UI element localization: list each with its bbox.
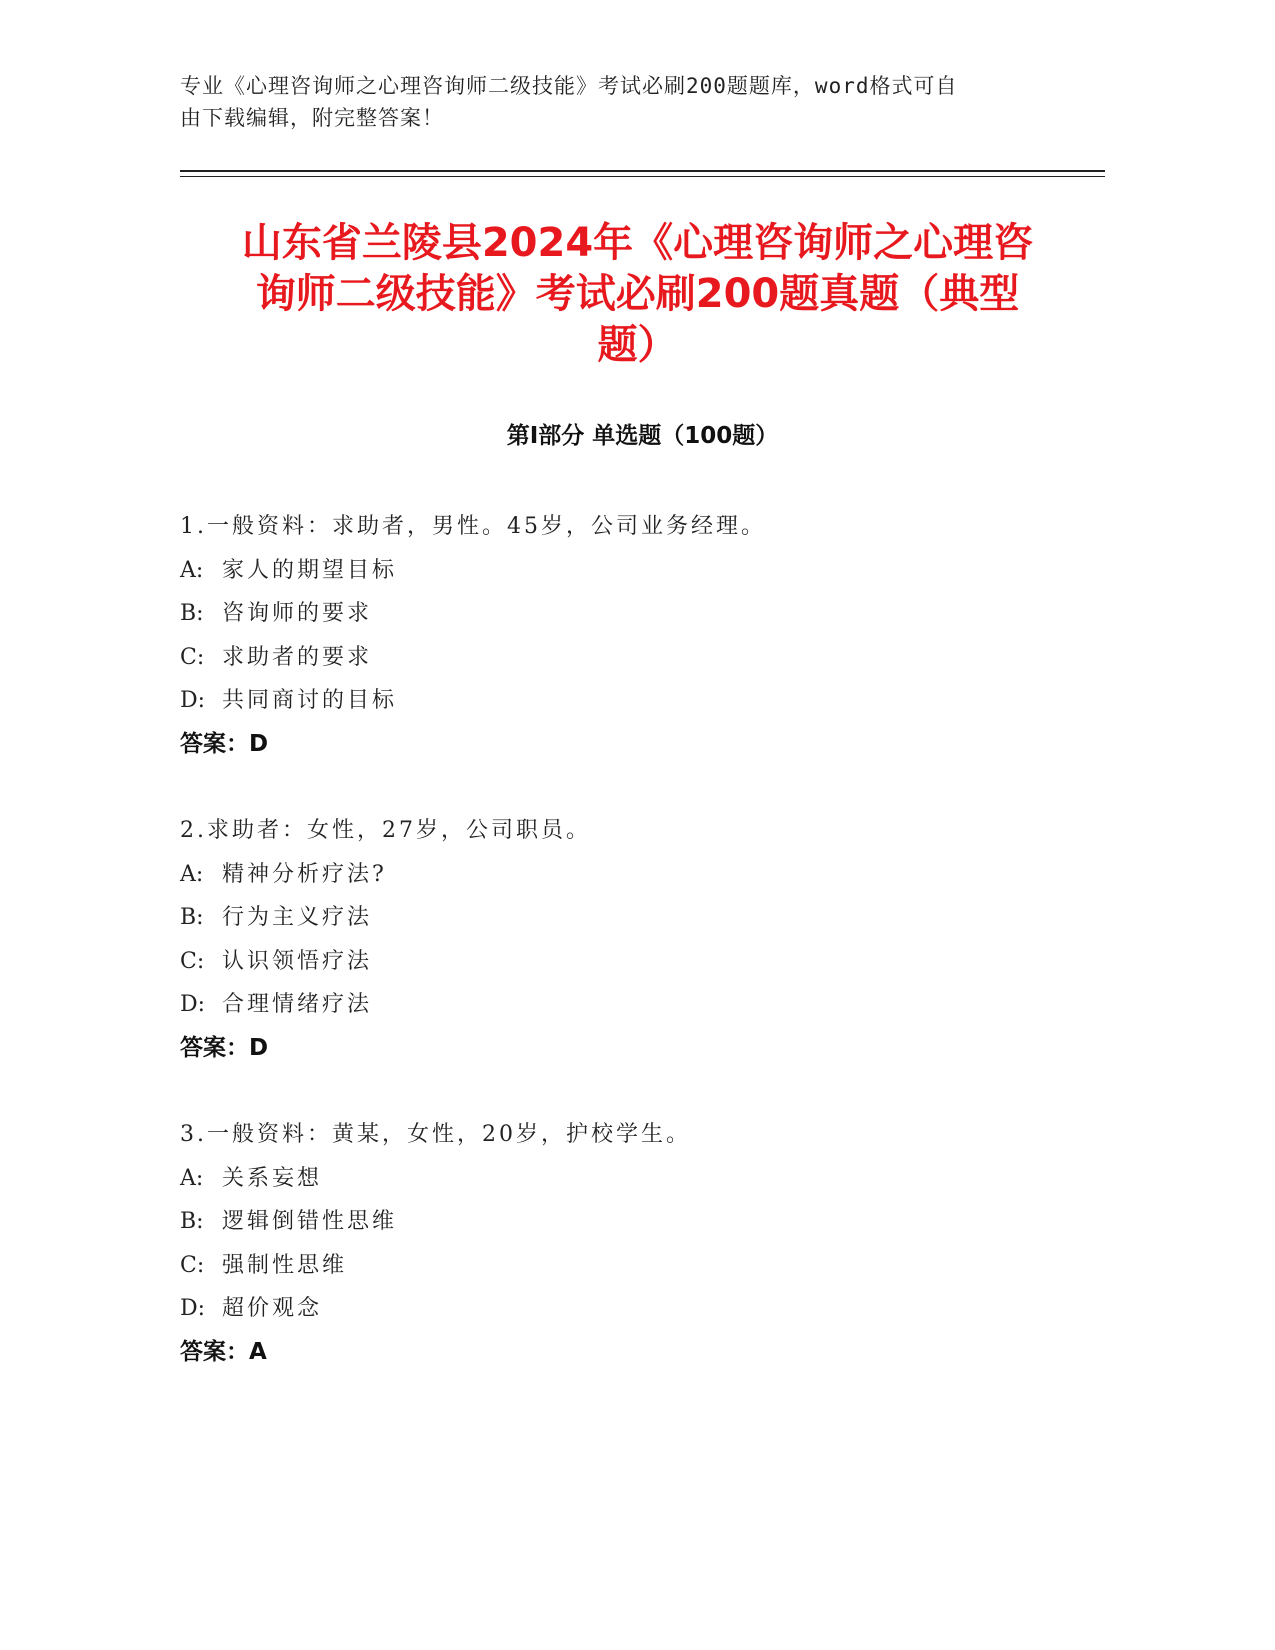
option-b [180, 896, 1105, 940]
option-letter: D: [180, 688, 206, 713]
option-a [180, 1157, 1105, 1201]
option-letter: B: [180, 601, 204, 626]
option-letter: C: [180, 644, 205, 670]
option-text: 关系妄想 [222, 1165, 323, 1191]
option-d [180, 983, 1105, 1027]
option-d [180, 679, 1105, 723]
question-stem: 3.一般资料：黄某，女性，20岁，护校学生。 [180, 1122, 691, 1147]
option-text: 行为主义疗法 [222, 905, 373, 930]
document-title-line-1: 山东省兰陵县2024年《心理咨询师之心理咨 [241, 220, 1034, 266]
option-a [180, 853, 1105, 897]
option-text: 超价观念 [222, 1296, 323, 1321]
option-text: 家人的期望目标 [222, 557, 398, 583]
option-b [180, 592, 1105, 636]
option-text: 共同商讨的目标 [222, 688, 398, 713]
option-letter: A: [180, 1165, 204, 1191]
option-letter: D: [180, 992, 206, 1017]
option-c [180, 636, 1105, 680]
header-note [180, 70, 1060, 134]
option-text: 认识领悟疗法 [222, 948, 373, 974]
option-text: 逻辑倒错性思维 [222, 1209, 398, 1234]
option-b [180, 1200, 1105, 1244]
option-text: 强制性思维 [222, 1252, 348, 1278]
answer-line: 答案：D [180, 730, 269, 757]
option-d [180, 1287, 1105, 1331]
option-letter: C: [180, 1252, 205, 1278]
option-letter: A: [180, 557, 204, 583]
option-a [180, 549, 1105, 593]
answer-line: 答案：D [180, 1034, 269, 1061]
option-letter: B: [180, 1209, 204, 1234]
option-letter: A: [180, 861, 204, 887]
document-title-line-3: 题） [597, 322, 678, 368]
option-c [180, 940, 1105, 984]
option-text: 求助者的要求 [222, 644, 373, 670]
document-title [160, 218, 1115, 371]
answer-line: 答案：A [180, 1338, 267, 1365]
header-note-line-1: 专业《心理咨询师之心理咨询师二级技能》考试必刷200题题库，word格式可自 [180, 74, 958, 98]
option-text: 合理情绪疗法 [222, 992, 373, 1017]
header-divider-thick [180, 170, 1105, 172]
option-text: 咨询师的要求 [222, 601, 373, 626]
question-item [180, 1113, 1105, 1374]
question-list [180, 505, 1105, 1417]
question-item [180, 505, 1105, 766]
question-stem: 2.求助者：女性，27岁，公司职员。 [180, 818, 591, 843]
option-letter: D: [180, 1296, 206, 1321]
header-note-line-2: 由下载编辑，附完整答案！ [180, 106, 444, 130]
option-letter: C: [180, 948, 205, 974]
question-item [180, 809, 1105, 1070]
question-stem: 1.一般资料：求助者，男性。45岁，公司业务经理。 [180, 514, 766, 539]
document-title-line-2: 询师二级技能》考试必刷200题真题（典型 [255, 271, 1020, 317]
option-text: 精神分析疗法? [222, 861, 387, 887]
section-title: 第Ⅰ部分 单选题（100题） [506, 423, 779, 449]
header-divider-thin [180, 176, 1105, 177]
option-c [180, 1244, 1105, 1288]
option-letter: B: [180, 905, 204, 930]
